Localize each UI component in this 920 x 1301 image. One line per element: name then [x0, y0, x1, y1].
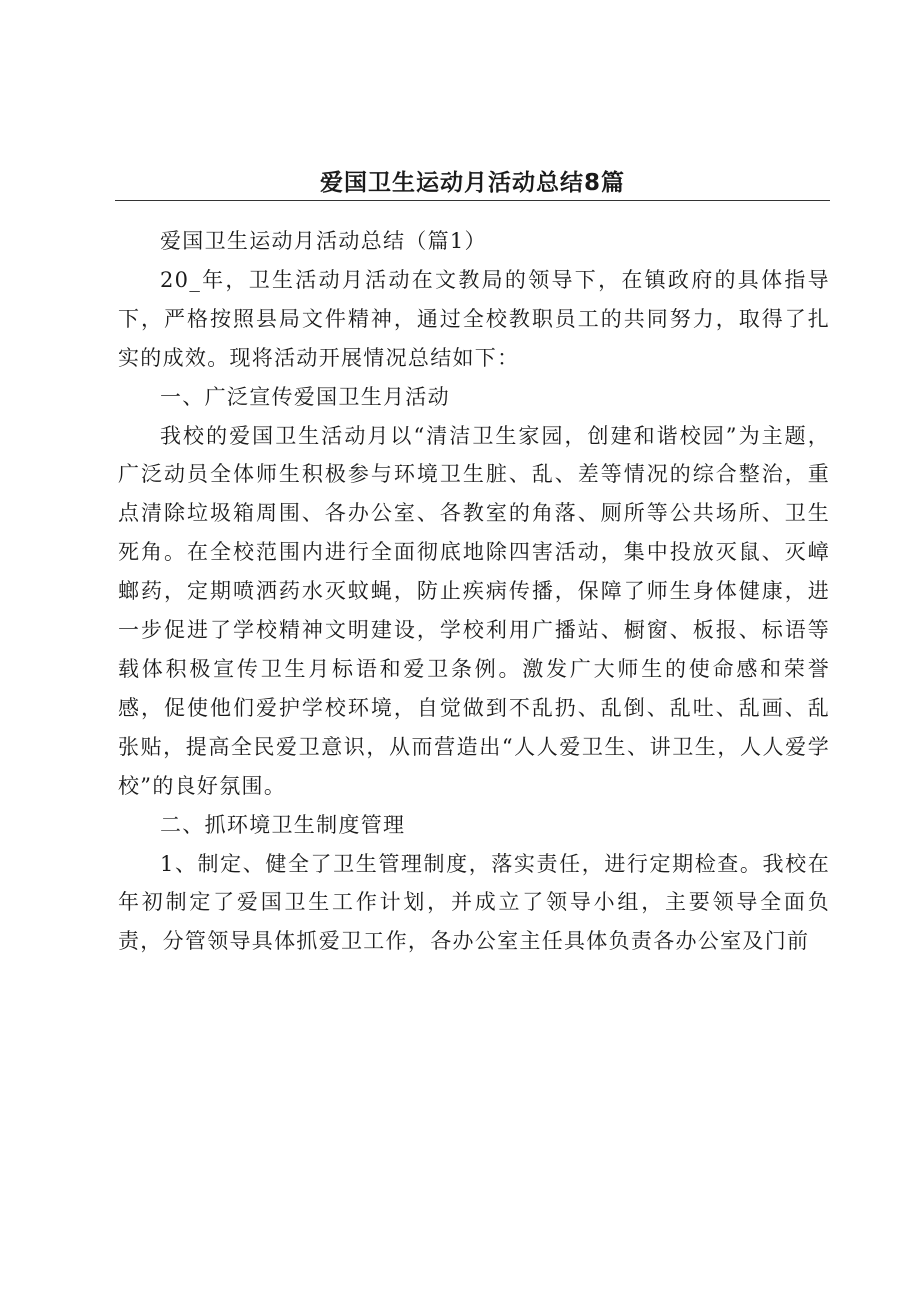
section-heading-publicity: 一、广泛宣传爱国卫生月活动	[160, 384, 450, 409]
management-paragraph: 1、制定、健全了卫生管理制度，落实责任，进行定期检查。我校在年初制定了爱国卫生工作计划，并成立了领导小组，主要领导全面负责，分管领导具体抓爱卫工作，各办公室主任具体负责各办公室及门前	[118, 851, 830, 954]
intro-paragraph: 20_年，卫生活动月活动在文教局的领导下，在镇政府的具体指导下，严格按照县局文件精神，通过全校教职员工的共同努力，取得了扎实的成效。现将活动开展情况总结如下：	[118, 267, 830, 370]
document-title: 爱国卫生运动月活动总结8篇	[319, 170, 625, 196]
section-heading-management: 二、抓环境卫生制度管理	[160, 812, 406, 837]
document-body	[118, 222, 830, 961]
section-heading-part-1: 爱国卫生运动月活动总结（篇1）	[160, 229, 487, 253]
publicity-paragraph: 我校的爱国卫生活动月以“清洁卫生家园，创建和谐校园”为主题，广泛动员全体师生积极参与环境卫生脏、乱、差等情况的综合整治，重点清除垃圾箱周围、各办公室、各教室的角落、厕所等公共场所、卫生死角。在全校范围内进行全面彻底地除四害活动，集中投放灭鼠、灭嶂螂药，定期喷洒药水灭蚊蝇，防止疾病传播，保障了师生身体健康，进一步促进了学校精神文明建设，学校利用广播站、橱窗、板报、标语等载体积极宣传卫生月标语和爱卫条例。激发广大师生的使命感和荣誉感，促使他们爱护学校环境，自觉做到不乱扔、乱倒、乱吐、乱画、乱张贴，提高全民爱卫意识，从而营造出“人人爱卫生、讲卫生，人人爱学校”的良好氛围。	[118, 423, 830, 798]
title-underline	[115, 200, 830, 201]
